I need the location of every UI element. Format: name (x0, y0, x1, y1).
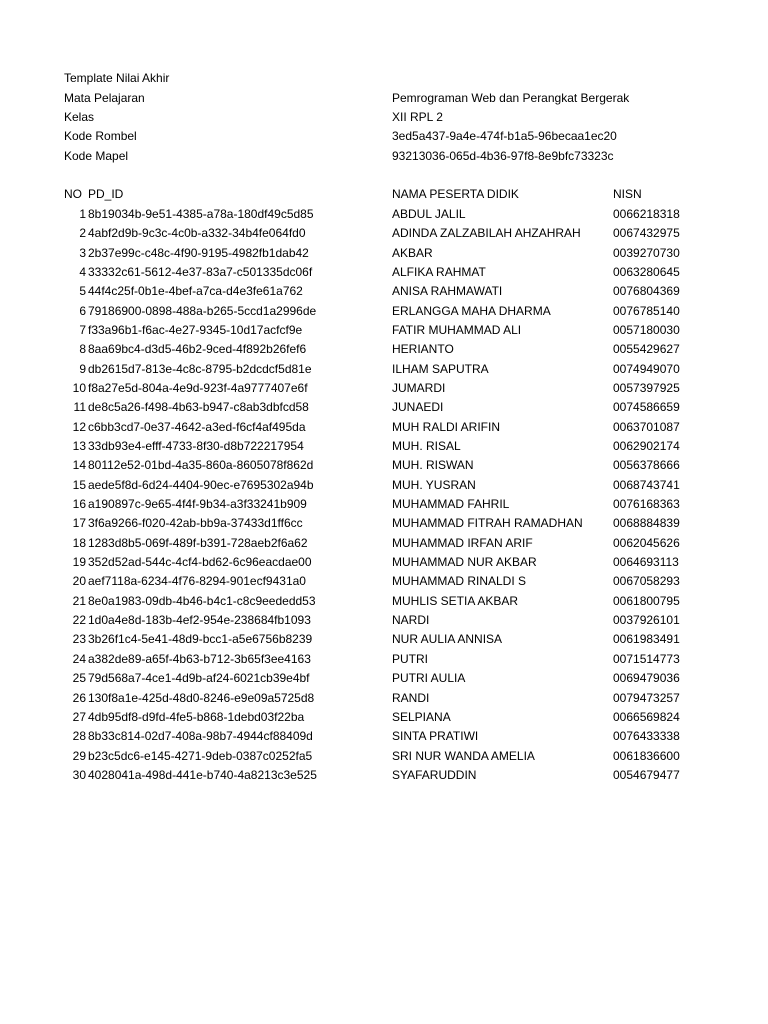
meta-label: Kelas (64, 110, 95, 124)
cell-pd-id: 1d0a4e8d-183b-4ef2-954e-238684fb1093 (88, 613, 311, 627)
table-row (0, 302, 768, 321)
meta-value: XII RPL 2 (392, 110, 443, 124)
cell-nisn: 0074949070 (613, 362, 680, 376)
cell-pd-id: aef7118a-6234-4f76-8294-901ecf9431a0 (88, 574, 306, 588)
cell-nisn: 0063280645 (613, 265, 680, 279)
cell-pd-id: 79d568a7-4ce1-4d9b-af24-6021cb39e4bf (88, 671, 310, 685)
table-row (0, 727, 768, 746)
cell-nisn: 0057397925 (613, 381, 680, 395)
table-row (0, 611, 768, 630)
cell-nisn: 0037926101 (613, 613, 680, 627)
cell-nama: MUH. RISWAN (392, 458, 474, 472)
cell-nisn: 0079473257 (613, 691, 680, 705)
cell-nama: MUH. RISAL (392, 439, 461, 453)
cell-pd-id: 33332c61-5612-4e37-83a7-c501335dc06f (88, 265, 313, 279)
cell-no: 16 (72, 497, 86, 511)
cell-no: 11 (73, 400, 86, 414)
table-row (0, 572, 768, 591)
table-row (0, 766, 768, 785)
cell-pd-id: 2b37e99c-c48c-4f90-9195-4982fb1dab42 (88, 246, 309, 260)
table-header-row (0, 185, 768, 204)
cell-pd-id: db2615d7-813e-4c8c-8795-b2dcdcf5d81e (88, 362, 312, 376)
cell-nisn: 0055429627 (613, 342, 680, 356)
header-nama: NAMA PESERTA DIDIK (392, 187, 519, 201)
cell-nama: JUNAEDI (392, 400, 444, 414)
cell-nama: ABDUL JALIL (392, 207, 466, 221)
cell-nama: RANDI (392, 691, 430, 705)
cell-pd-id: 33db93e4-efff-4733-8f30-d8b722217954 (88, 439, 304, 453)
cell-pd-id: 8b19034b-9e51-4385-a78a-180df49c5d85 (88, 207, 314, 221)
table-row (0, 340, 768, 359)
cell-no: 18 (72, 536, 86, 550)
table-row (0, 321, 768, 340)
cell-nisn: 0076433338 (613, 729, 680, 743)
cell-no: 14 (72, 458, 86, 472)
cell-pd-id: 4db95df8-d9fd-4fe5-b868-1debd03f22ba (88, 710, 305, 724)
cell-no: 2 (79, 226, 86, 240)
cell-nisn: 0057180030 (613, 323, 680, 337)
cell-pd-id: 8aa69bc4-d3d5-46b2-9ced-4f892b26fef6 (88, 342, 307, 356)
cell-no: 12 (72, 420, 86, 434)
cell-nisn: 0076168363 (613, 497, 680, 511)
table-row (0, 437, 768, 456)
cell-nama: SELPIANA (392, 710, 451, 724)
cell-pd-id: 3b26f1c4-5e41-48d9-bcc1-a5e6756b8239 (88, 632, 313, 646)
cell-nisn: 0076785140 (613, 304, 680, 318)
meta-value: Pemrograman Web dan Perangkat Bergerak (392, 91, 630, 105)
meta-value: 93213036-065d-4b36-97f8-8e9bfc73323c (392, 149, 614, 163)
cell-pd-id: c6bb3cd7-0e37-4642-a3ed-f6cf4af495da (88, 420, 306, 434)
table-row (0, 669, 768, 688)
cell-no: 7 (79, 323, 86, 337)
cell-no: 5 (79, 284, 86, 298)
table-row (0, 418, 768, 437)
cell-nisn: 0061836600 (613, 749, 680, 763)
cell-pd-id: 44f4c25f-0b1e-4bef-a7ca-d4e3fe61a762 (88, 284, 303, 298)
cell-nisn: 0067432975 (613, 226, 680, 240)
template-title-text: Template Nilai Akhir (64, 71, 170, 85)
cell-no: 6 (79, 304, 86, 318)
cell-nisn: 0062902174 (613, 439, 680, 453)
cell-pd-id: 4abf2d9b-9c3c-4c0b-a332-34b4fe064fd0 (88, 226, 306, 240)
table-row (0, 689, 768, 708)
cell-nama: PUTRI (392, 652, 428, 666)
cell-nisn: 0066569824 (613, 710, 680, 724)
cell-nisn: 0054679477 (613, 768, 680, 782)
cell-pd-id: aede5f8d-6d24-4404-90ec-e7695302a94b (88, 478, 314, 492)
cell-pd-id: b23c5dc6-e145-4271-9deb-0387c0252fa5 (88, 749, 313, 763)
cell-pd-id: 80112e52-01bd-4a35-860a-8605078f862d (88, 458, 314, 472)
cell-pd-id: 79186900-0898-488a-b265-5ccd1a2996de (88, 304, 317, 318)
cell-nama: PUTRI AULIA (392, 671, 466, 685)
cell-nama: AKBAR (392, 246, 433, 260)
cell-nama: ALFIKA RAHMAT (392, 265, 486, 279)
cell-nisn: 0061800795 (613, 594, 680, 608)
cell-no: 17 (72, 516, 86, 530)
header-no: NO (64, 187, 82, 201)
cell-nama: MUH. YUSRAN (392, 478, 476, 492)
cell-no: 29 (72, 749, 86, 763)
cell-pd-id: 8b33c814-02d7-408a-98b7-4944cf88409d (88, 729, 313, 743)
cell-no: 9 (79, 362, 86, 376)
cell-nisn: 0069479036 (613, 671, 680, 685)
table-row (0, 224, 768, 243)
cell-pd-id: a190897c-9e65-4f4f-9b34-a3f33241b909 (88, 497, 307, 511)
cell-no: 26 (72, 691, 86, 705)
cell-no: 25 (72, 671, 86, 685)
cell-nama: SRI NUR WANDA AMELIA (392, 749, 535, 763)
cell-no: 3 (79, 246, 86, 260)
cell-nama: MUHLIS SETIA AKBAR (392, 594, 519, 608)
cell-nama: HERIANTO (392, 342, 454, 356)
table-row (0, 205, 768, 224)
cell-pd-id: f33a96b1-f6ac-4e27-9345-10d17acfcf9e (88, 323, 303, 337)
cell-no: 8 (79, 342, 86, 356)
cell-no: 27 (72, 710, 86, 724)
table-row (0, 476, 768, 495)
cell-nama: MUHAMMAD NUR AKBAR (392, 555, 537, 569)
cell-nama: SYAFARUDDIN (392, 768, 477, 782)
table-row (0, 456, 768, 475)
cell-no: 20 (72, 574, 86, 588)
cell-nisn: 0067058293 (613, 574, 680, 588)
cell-no: 4 (79, 265, 86, 279)
table-row (0, 282, 768, 301)
table-row (0, 398, 768, 417)
cell-pd-id: 130f8a1e-425d-48d0-8246-e9e09a5725d8 (88, 691, 315, 705)
cell-nama: FATIR MUHAMMAD ALI (392, 323, 522, 337)
cell-nisn: 0064693113 (613, 555, 679, 569)
cell-no: 10 (72, 381, 86, 395)
cell-nama: ILHAM SAPUTRA (392, 362, 489, 376)
cell-nama: ADINDA ZALZABILAH AHZAHRAH (392, 226, 581, 240)
cell-nisn: 0066218318 (613, 207, 680, 221)
meta-value: 3ed5a437-9a4e-474f-b1a5-96becaa1ec20 (392, 129, 617, 143)
cell-nama: MUHAMMAD FITRAH RAMADHAN (392, 516, 583, 530)
cell-nisn: 0074586659 (613, 400, 680, 414)
table-row (0, 360, 768, 379)
table-row (0, 495, 768, 514)
table-row (0, 747, 768, 766)
table-row (0, 263, 768, 282)
cell-nama: JUMARDI (392, 381, 446, 395)
cell-pd-id: 3f6a9266-f020-42ab-bb9a-37433d1ff6cc (88, 516, 303, 530)
cell-nama: NUR AULIA ANNISA (392, 632, 503, 646)
cell-nisn: 0071514773 (613, 652, 680, 666)
cell-pd-id: 352d52ad-544c-4cf4-bd62-6c96eacdae00 (88, 555, 312, 569)
cell-no: 19 (72, 555, 86, 569)
table-row (0, 553, 768, 572)
cell-no: 21 (72, 594, 86, 608)
cell-no: 22 (72, 613, 86, 627)
cell-pd-id: f8a27e5d-804a-4e9d-923f-4a9777407e6f (88, 381, 308, 395)
cell-nama: SINTA PRATIWI (392, 729, 479, 743)
cell-no: 23 (72, 632, 86, 646)
cell-nama: MUHAMMAD RINALDI S (392, 574, 527, 588)
cell-nama: MUHAMMAD FAHRIL (392, 497, 510, 511)
cell-nisn: 0039270730 (613, 246, 680, 260)
cell-nama: MUH RALDI ARIFIN (392, 420, 501, 434)
cell-nama: MUHAMMAD IRFAN ARIF (392, 536, 533, 550)
cell-nama: ANISA RAHMAWATI (392, 284, 503, 298)
cell-pd-id: de8c5a26-f498-4b63-b947-c8ab3dbfcd58 (88, 400, 309, 414)
table-row (0, 244, 768, 263)
table-row (0, 534, 768, 553)
header-pd-id: PD_ID (88, 187, 124, 201)
cell-nama: ERLANGGA MAHA DHARMA (392, 304, 551, 318)
cell-nisn: 0062045626 (613, 536, 680, 550)
meta-label: Kode Mapel (64, 149, 129, 163)
header-nisn: NISN (613, 187, 642, 201)
meta-label: Kode Rombel (64, 129, 137, 143)
cell-nisn: 0063701087 (613, 420, 680, 434)
table-row (0, 708, 768, 727)
table-row (0, 592, 768, 611)
cell-nama: NARDI (392, 613, 430, 627)
cell-no: 1 (79, 207, 86, 221)
table-row (0, 379, 768, 398)
cell-no: 28 (72, 729, 86, 743)
cell-no: 15 (72, 478, 86, 492)
cell-pd-id: 1283d8b5-069f-489f-b391-728aeb2f6a62 (88, 536, 308, 550)
cell-nisn: 0056378666 (613, 458, 680, 472)
cell-pd-id: 8e0a1983-09db-4b46-b4c1-c8c9eededd53 (88, 594, 316, 608)
cell-no: 24 (72, 652, 86, 666)
table-row (0, 650, 768, 669)
cell-pd-id: 4028041a-498d-441e-b740-4a8213c3e525 (88, 768, 317, 782)
meta-label: Mata Pelajaran (64, 91, 145, 105)
cell-no: 13 (72, 439, 86, 453)
table-row (0, 514, 768, 533)
cell-nisn: 0068884839 (613, 516, 680, 530)
cell-no: 30 (72, 768, 86, 782)
cell-nisn: 0068743741 (613, 478, 680, 492)
cell-pd-id: a382de89-a65f-4b63-b712-3b65f3ee4163 (88, 652, 311, 666)
cell-nisn: 0076804369 (613, 284, 680, 298)
table-row (0, 630, 768, 649)
cell-nisn: 0061983491 (613, 632, 680, 646)
